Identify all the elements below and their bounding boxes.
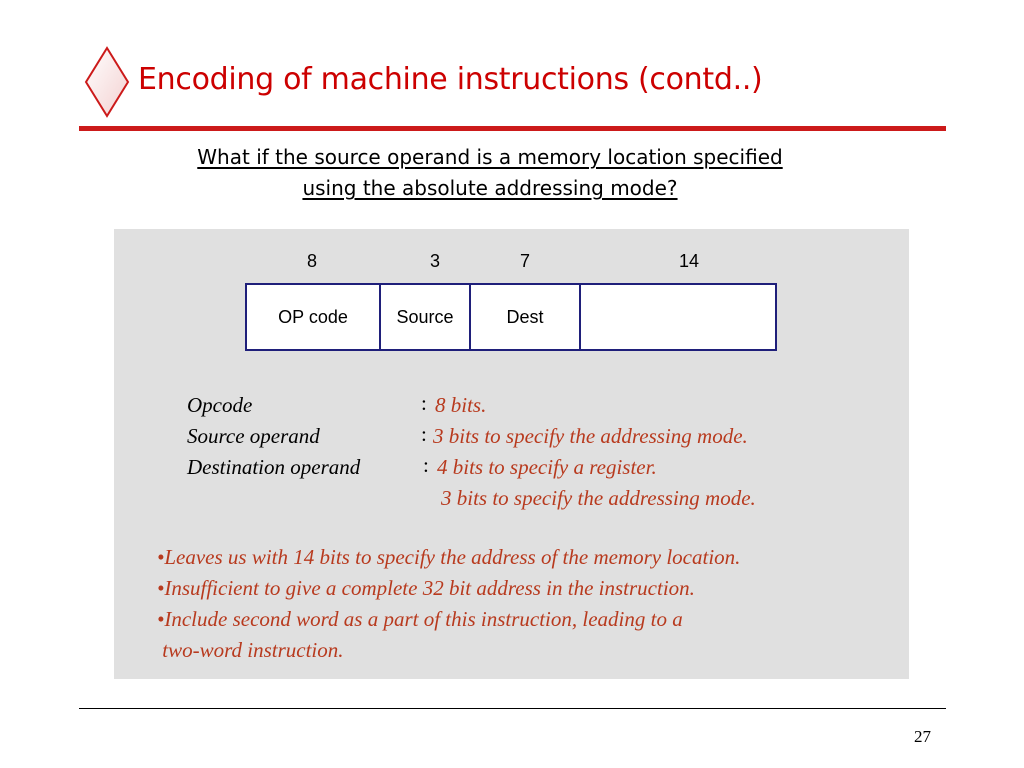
bullet-2: •Insufficient to give a complete 32 bit address in the instruction. [157, 576, 695, 600]
bit-width-opcode: 8 [307, 251, 318, 271]
slide-subtitle [120, 142, 860, 204]
slide-title: Encoding of machine instructions (contd..) [138, 62, 763, 97]
bit-width-dest: 7 [520, 251, 531, 271]
def-term-source: Source operand [187, 424, 320, 448]
def-term-opcode: Opcode [187, 393, 253, 417]
field-dest-label: Dest [506, 306, 544, 327]
def-value-destination: 4 bits to specify a register. [437, 455, 657, 479]
bit-width-source: 3 [430, 251, 441, 271]
field-opcode [247, 285, 381, 349]
bit-width-address: 14 [679, 251, 700, 271]
field-dest [471, 285, 581, 349]
field-source [381, 285, 471, 349]
diamond-logo-icon [84, 46, 130, 118]
def-colon-source: : [421, 422, 427, 446]
def-colon-opcode: : [421, 391, 427, 415]
def-value-source: 3 bits to specify the addressing mode. [433, 424, 748, 448]
def-value-opcode: 8 bits. [435, 393, 487, 417]
subtitle-line-1: What if the source operand is a memory location specified [197, 145, 783, 169]
bullet-3: •Include second word as a part of this instruction, leading to a [157, 607, 683, 631]
field-address [581, 285, 775, 349]
def-colon-destination: : [423, 453, 429, 477]
field-opcode-label: OP code [278, 306, 348, 327]
title-divider [79, 126, 946, 131]
bullet-3-continued: two-word instruction. [157, 638, 344, 662]
page-number: 27 [914, 727, 931, 746]
bullet-1: •Leaves us with 14 bits to specify the address of the memory location. [157, 545, 741, 569]
footer-divider [79, 708, 946, 709]
def-value-destination-2: 3 bits to specify the addressing mode. [441, 486, 756, 510]
field-source-label: Source [396, 306, 454, 327]
subtitle-line-2: using the absolute addressing mode? [302, 176, 678, 200]
def-term-destination: Destination operand [187, 455, 361, 479]
instruction-format-box [245, 283, 777, 351]
